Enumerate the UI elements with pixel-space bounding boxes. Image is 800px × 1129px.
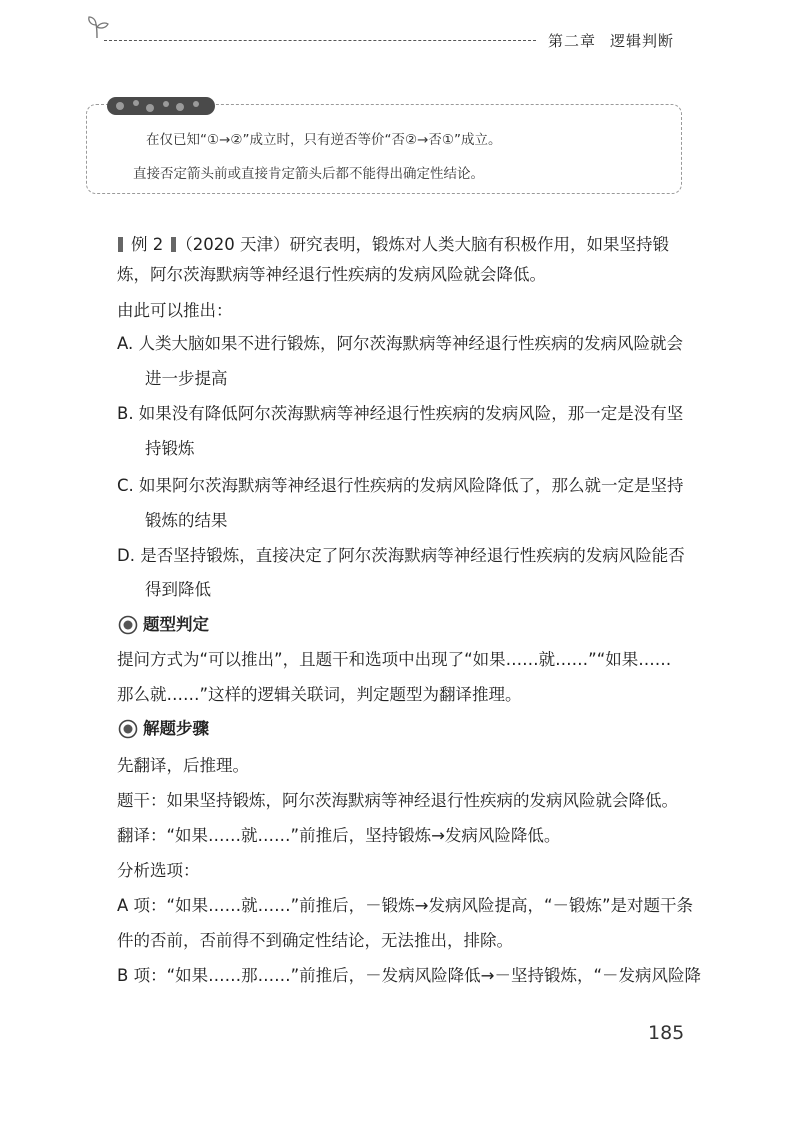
steps-line-2: 题干：如果坚持锻炼，阿尔茨海默病等神经退行性疾病的发病风险就会降低。 [117,791,678,810]
example-stem-line-2: 炼，阿尔茨海默病等神经退行性疾病的发病风险就会降低。 [117,265,546,284]
steps-line-1: 先翻译，后推理。 [117,756,249,775]
option-c-line-1: C. 如果阿尔茨海默病等神经退行性疾病的发病风险降低了，那么就一定是坚持 [117,476,684,495]
section-heading-type: 题型判定 [143,615,209,634]
steps-line-3: 翻译：“如果……就……”前推后，坚持锻炼→发病风险降低。 [117,826,561,845]
option-c-line-2: 锻炼的结果 [145,511,228,530]
tip-tag-badge [106,95,216,117]
example-stem-line-1: （2020 天津）研究表明，锻炼对人类大脑有积极作用，如果坚持锻 [176,235,669,254]
example-label: 例 2 [131,235,164,254]
tip-line-1: 在仅已知“①→②”成立时，只有逆否等价“否②→否①”成立。 [146,132,502,148]
option-d-line-2: 得到降低 [145,580,211,599]
option-b-line-1: B. 如果没有降低阿尔茨海默病等神经退行性疾病的发病风险，那一定是没有坚 [117,404,684,423]
bracket-mark-left [118,237,123,252]
steps-line-4: 分析选项： [117,861,200,880]
example-question: 由此可以推出： [117,301,233,320]
example-heading-line [118,233,669,257]
section1-line-2: 那么就……”这样的逻辑关联词，判定题型为翻译推理。 [117,685,522,704]
option-a-line-2: 进一步提高 [145,369,228,388]
option-b-line-2: 持锻炼 [145,439,195,458]
section-bullet-icon [118,615,138,635]
chapter-label: 第二章 [548,32,597,50]
steps-line-5: A 项：“如果……就……”前推后，－锻炼→发病风险提高，“－锻炼”是对题干条 [117,896,694,915]
page-number: 185 [648,1022,685,1044]
section-heading-steps: 解题步骤 [143,719,209,738]
steps-line-6: 件的否前，否前得不到确定性结论，无法推出，排除。 [117,931,513,950]
section-bullet-icon [118,719,138,739]
option-a-line-1: A. 人类大脑如果不进行锻炼，阿尔茨海默病等神经退行性疾病的发病风险就会 [117,334,683,353]
section1-line-1: 提问方式为“可以推出”，且题干和选项中出现了“如果……就……”“如果…… [117,650,672,669]
tip-line-2: 直接否定箭头前或直接肯定箭头后都不能得出确定性结论。 [133,166,484,182]
header-rule [104,40,536,41]
sprout-icon [84,14,110,40]
chapter-title: 逻辑判断 [610,32,675,50]
running-header [548,30,688,51]
steps-line-7: B 项：“如果……那……”前推后，－发病风险降低→－坚持锻炼，“－发病风险降 [117,966,702,985]
option-d-line-1: D. 是否坚持锻炼，直接决定了阿尔茨海默病等神经退行性疾病的发病风险能否 [117,546,685,565]
